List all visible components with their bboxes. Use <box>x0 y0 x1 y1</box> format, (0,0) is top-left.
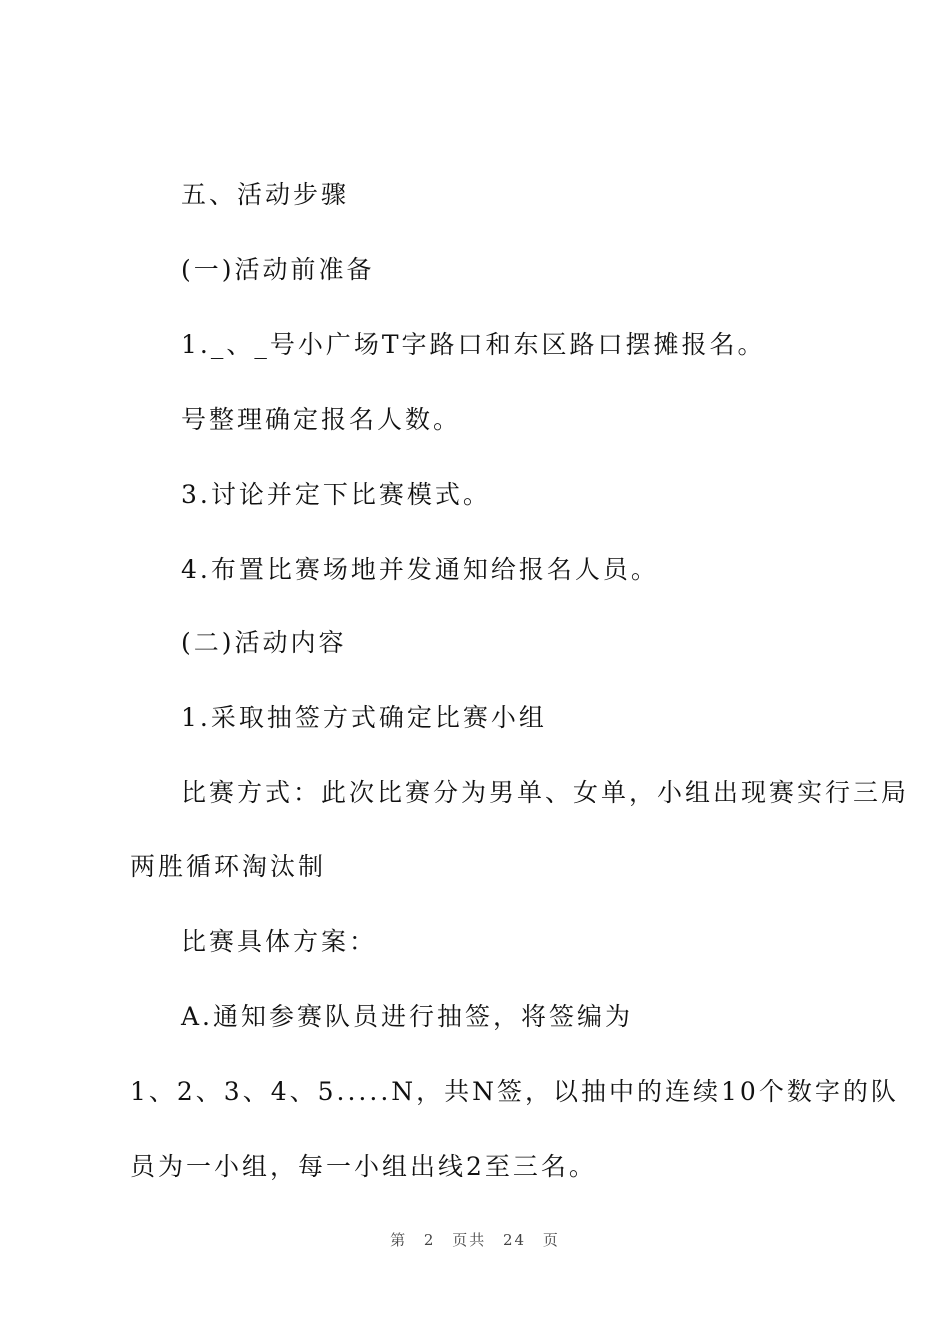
subsection-heading-preparation: (一)活动前准备 <box>181 255 375 284</box>
paragraph-match-format: 比赛方式：此次比赛分为男单、女单，小组出现赛实行三局 <box>181 778 910 807</box>
subsection-heading-content: (二)活动内容 <box>181 628 347 657</box>
paragraph-step-2: 号整理确定报名人数。 <box>181 405 462 434</box>
page-number-footer: 第 2 页共 24 页 <box>390 1231 560 1249</box>
paragraph-step-3: 3.讨论并定下比赛模式。 <box>181 480 491 509</box>
paragraph-match-format-continued: 两胜循环淘汰制 <box>130 852 327 881</box>
section-heading-activity-steps: 五、活动步骤 <box>181 180 350 209</box>
paragraph-plan-a: A.通知参赛队员进行抽签，将签编为 <box>181 1002 634 1031</box>
paragraph-plan-heading: 比赛具体方案： <box>181 927 378 956</box>
paragraph-plan-a-continued: 1、2、3、4、5.....N，共N签，以抽中的连续10个数字的队 <box>130 1077 899 1106</box>
paragraph-draw-groups: 1.采取抽签方式确定比赛小组 <box>181 703 547 732</box>
paragraph-step-1: 1._、_号小广场T字路口和东区路口摆摊报名。 <box>181 330 766 359</box>
paragraph-plan-a-end: 员为一小组，每一小组出线2至三名。 <box>130 1152 597 1181</box>
paragraph-step-4: 4.布置比赛场地并发通知给报名人员。 <box>181 555 659 584</box>
